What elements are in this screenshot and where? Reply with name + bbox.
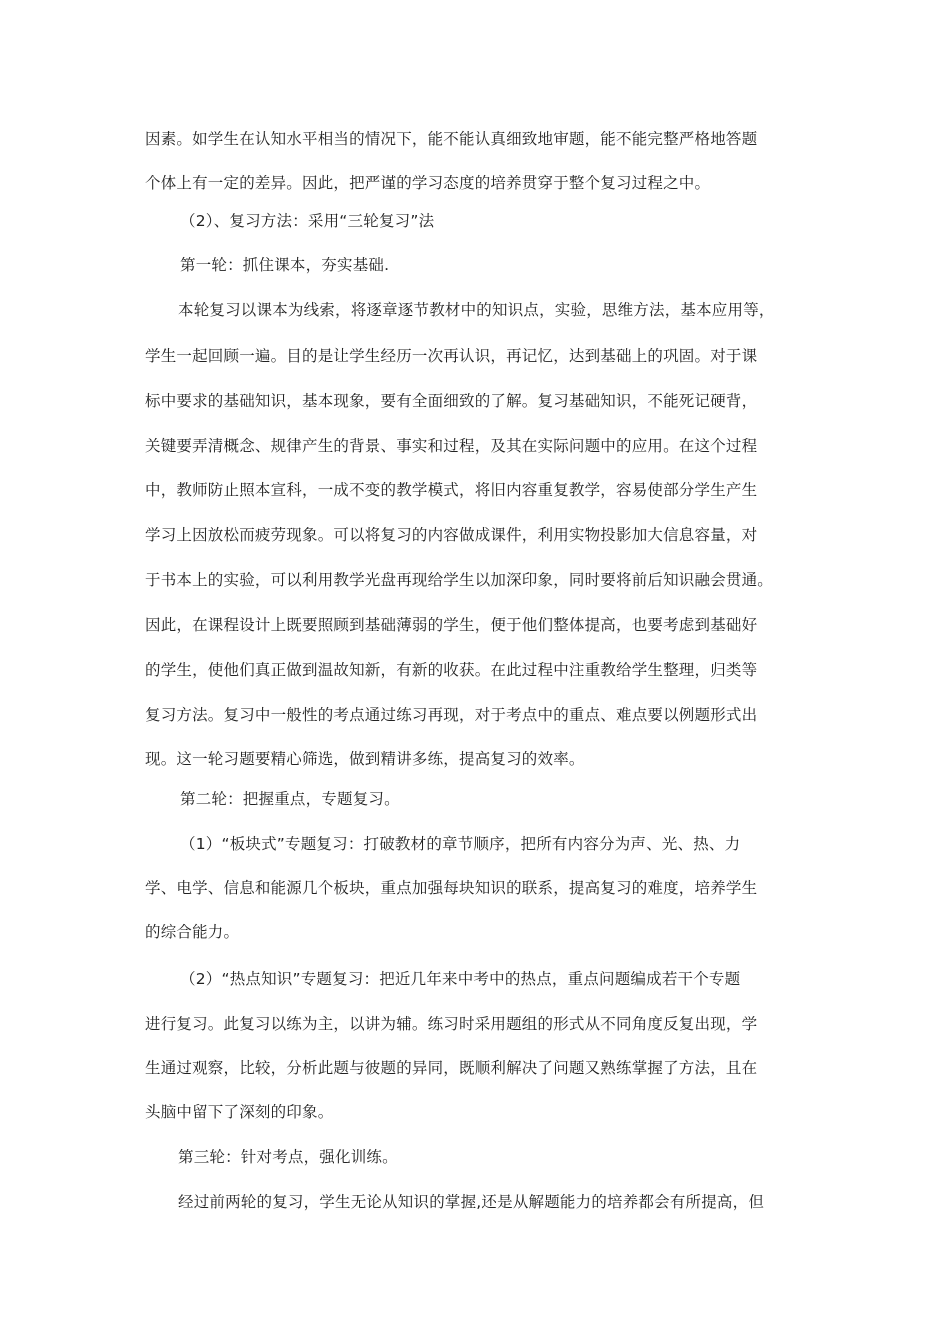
text-line: 生通过观察，比较，分析此题与彼题的异同，既顺利解决了问题又熟练掌握了方法，且在 bbox=[145, 1059, 758, 1077]
text-line: （2）“热点知识”专题复习：把近几年来中考中的热点，重点问题编成若干个专题 bbox=[180, 970, 741, 988]
text-line: 因素。如学生在认知水平相当的情况下，能不能认真细致地审题，能不能完整严格地答题 bbox=[145, 130, 758, 148]
round-heading: 第二轮：把握重点，专题复习。 bbox=[180, 790, 400, 808]
text-line: （1）“板块式”专题复习：打破教材的章节顺序，把所有内容分为声、光、热、力 bbox=[180, 835, 741, 853]
text-line: 标中要求的基础知识，基本现象，要有全面细致的了解。复习基础知识，不能死记硬背， bbox=[145, 392, 758, 410]
text-line: 学生一起回顾一遍。目的是让学生经历一次再认识，再记忆，达到基础上的巩固。对于课 bbox=[145, 347, 758, 365]
round-heading: 第三轮：针对考点，强化训练。 bbox=[178, 1148, 398, 1166]
text-line: 复习方法。复习中一般性的考点通过练习再现，对于考点中的重点、难点要以例题形式出 bbox=[145, 706, 758, 724]
text-line: 学习上因放松而疲劳现象。可以将复习的内容做成课件，利用实物投影加大信息容量，对 bbox=[145, 526, 758, 544]
round-heading: 第一轮：抓住课本，夯实基础. bbox=[180, 256, 390, 274]
text-line: 个体上有一定的差异。因此，把严谨的学习态度的培养贯穿于整个复习过程之中。 bbox=[145, 174, 711, 192]
text-line: 学、电学、信息和能源几个板块，重点加强每块知识的联系，提高复习的难度，培养学生 bbox=[145, 879, 758, 897]
text-line: 头脑中留下了深刻的印象。 bbox=[145, 1103, 334, 1121]
section-heading: （2）、复习方法：采用“三轮复习”法 bbox=[180, 212, 435, 230]
text-line: 的学生，使他们真正做到温故知新，有新的收获。在此过程中注重教给学生整理，归类等 bbox=[145, 661, 758, 679]
text-line: 因此，在课程设计上既要照顾到基础薄弱的学生，便于他们整体提高，也要考虑到基础好 bbox=[145, 616, 758, 634]
text-line: 进行复习。此复习以练为主，以讲为辅。练习时采用题组的形式从不同角度反复出现，学 bbox=[145, 1015, 758, 1033]
text-line: 现。这一轮习题要精心筛选，做到精讲多练，提高复习的效率。 bbox=[145, 750, 585, 768]
text-line: 关键要弄清概念、规律产生的背景、事实和过程，及其在实际问题中的应用。在这个过程 bbox=[145, 437, 758, 455]
text-line: 中，教师防止照本宣科，一成不变的教学模式，将旧内容重复教学，容易使部分学生产生 bbox=[145, 481, 758, 499]
text-line: 于书本上的实验，可以利用教学光盘再现给学生以加深印象，同时要将前后知识融会贯通。 bbox=[145, 571, 774, 589]
text-line: 经过前两轮的复习，学生无论从知识的掌握,还是从解题能力的培养都会有所提高，但 bbox=[178, 1193, 765, 1211]
text-line: 的综合能力。 bbox=[145, 923, 240, 941]
text-line: 本轮复习以课本为线索，将逐章逐节教材中的知识点，实验，思维方法，基本应用等， bbox=[178, 301, 775, 319]
